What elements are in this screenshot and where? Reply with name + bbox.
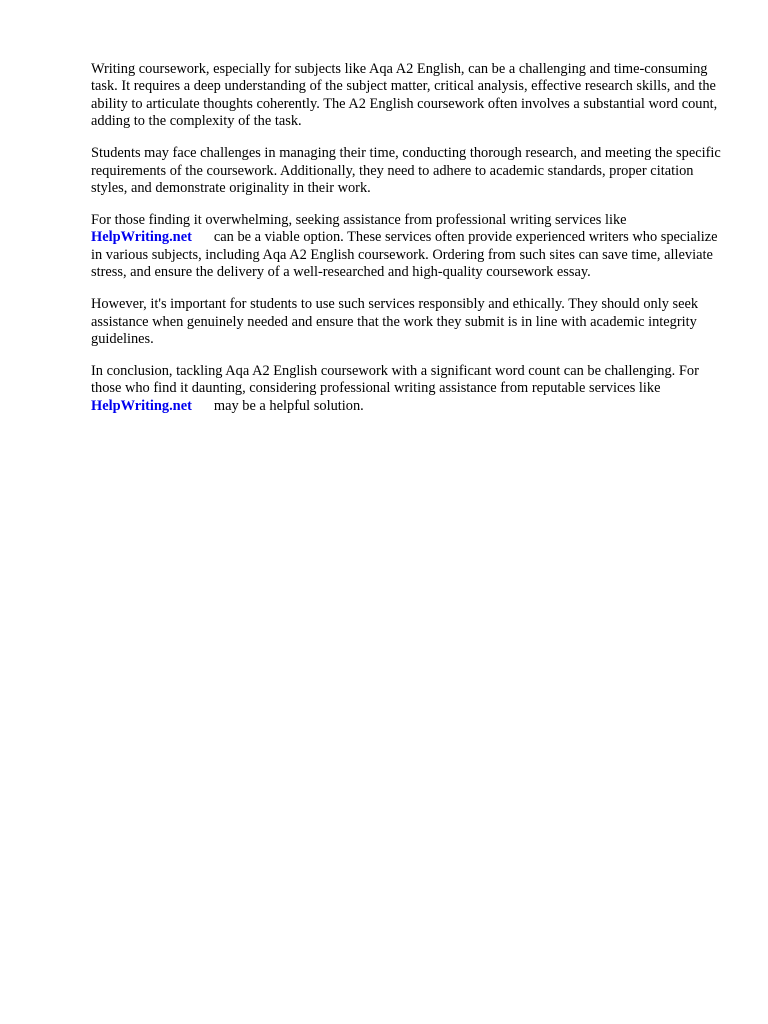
document-body <box>91 61 723 430</box>
helpwriting-link-conclusion[interactable]: HelpWriting.net <box>91 397 192 414</box>
paragraph-conclusion-lead: In conclusion, tackling Aqa A2 English coursework with a significant word count can be challenging. For those who find it daunting, considering professional writing assistance from reputable services like <box>91 363 699 397</box>
paragraph-responsibility: However, it's important for students to use such services responsibly and ethically. They should only seek assistance when genuinely needed and ensure that the work they submit is in line with academic integrity guidelines. <box>91 296 699 348</box>
paragraph-challenges: Students may face challenges in managing their time, conducting thorough research, and meeting the specific requirements of the coursework. Additionally, they need to adhere to academic standards, proper citation styles, and demonstrate originality in their work. <box>91 145 721 197</box>
paragraph-intro: Writing coursework, especially for subjects like Aqa A2 English, can be a challenging and time-consuming task. It requires a deep understanding of the subject matter, critical analysis, effective research skills, and the ability to articulate thoughts coherently. The A2 English coursework often involves a substantial word count, adding to the complexity of the task. <box>91 61 718 130</box>
paragraph-assistance <box>91 212 723 282</box>
paragraph-conclusion <box>91 363 723 415</box>
helpwriting-link[interactable]: HelpWriting.net <box>91 229 192 246</box>
paragraph-conclusion-tail: may be a helpful solution. <box>213 397 364 414</box>
paragraph-assistance-tail: can be a viable option. These services often provide experienced writers who specialize in various subjects, including Aqa A2 English coursework. Ordering from such sites can save time, alleviate stress, and ensure the delivery of a well-researched and high-quality coursework essay. <box>91 229 718 281</box>
paragraph-assistance-lead: For those finding it overwhelming, seeking assistance from professional writing services like <box>91 212 627 229</box>
